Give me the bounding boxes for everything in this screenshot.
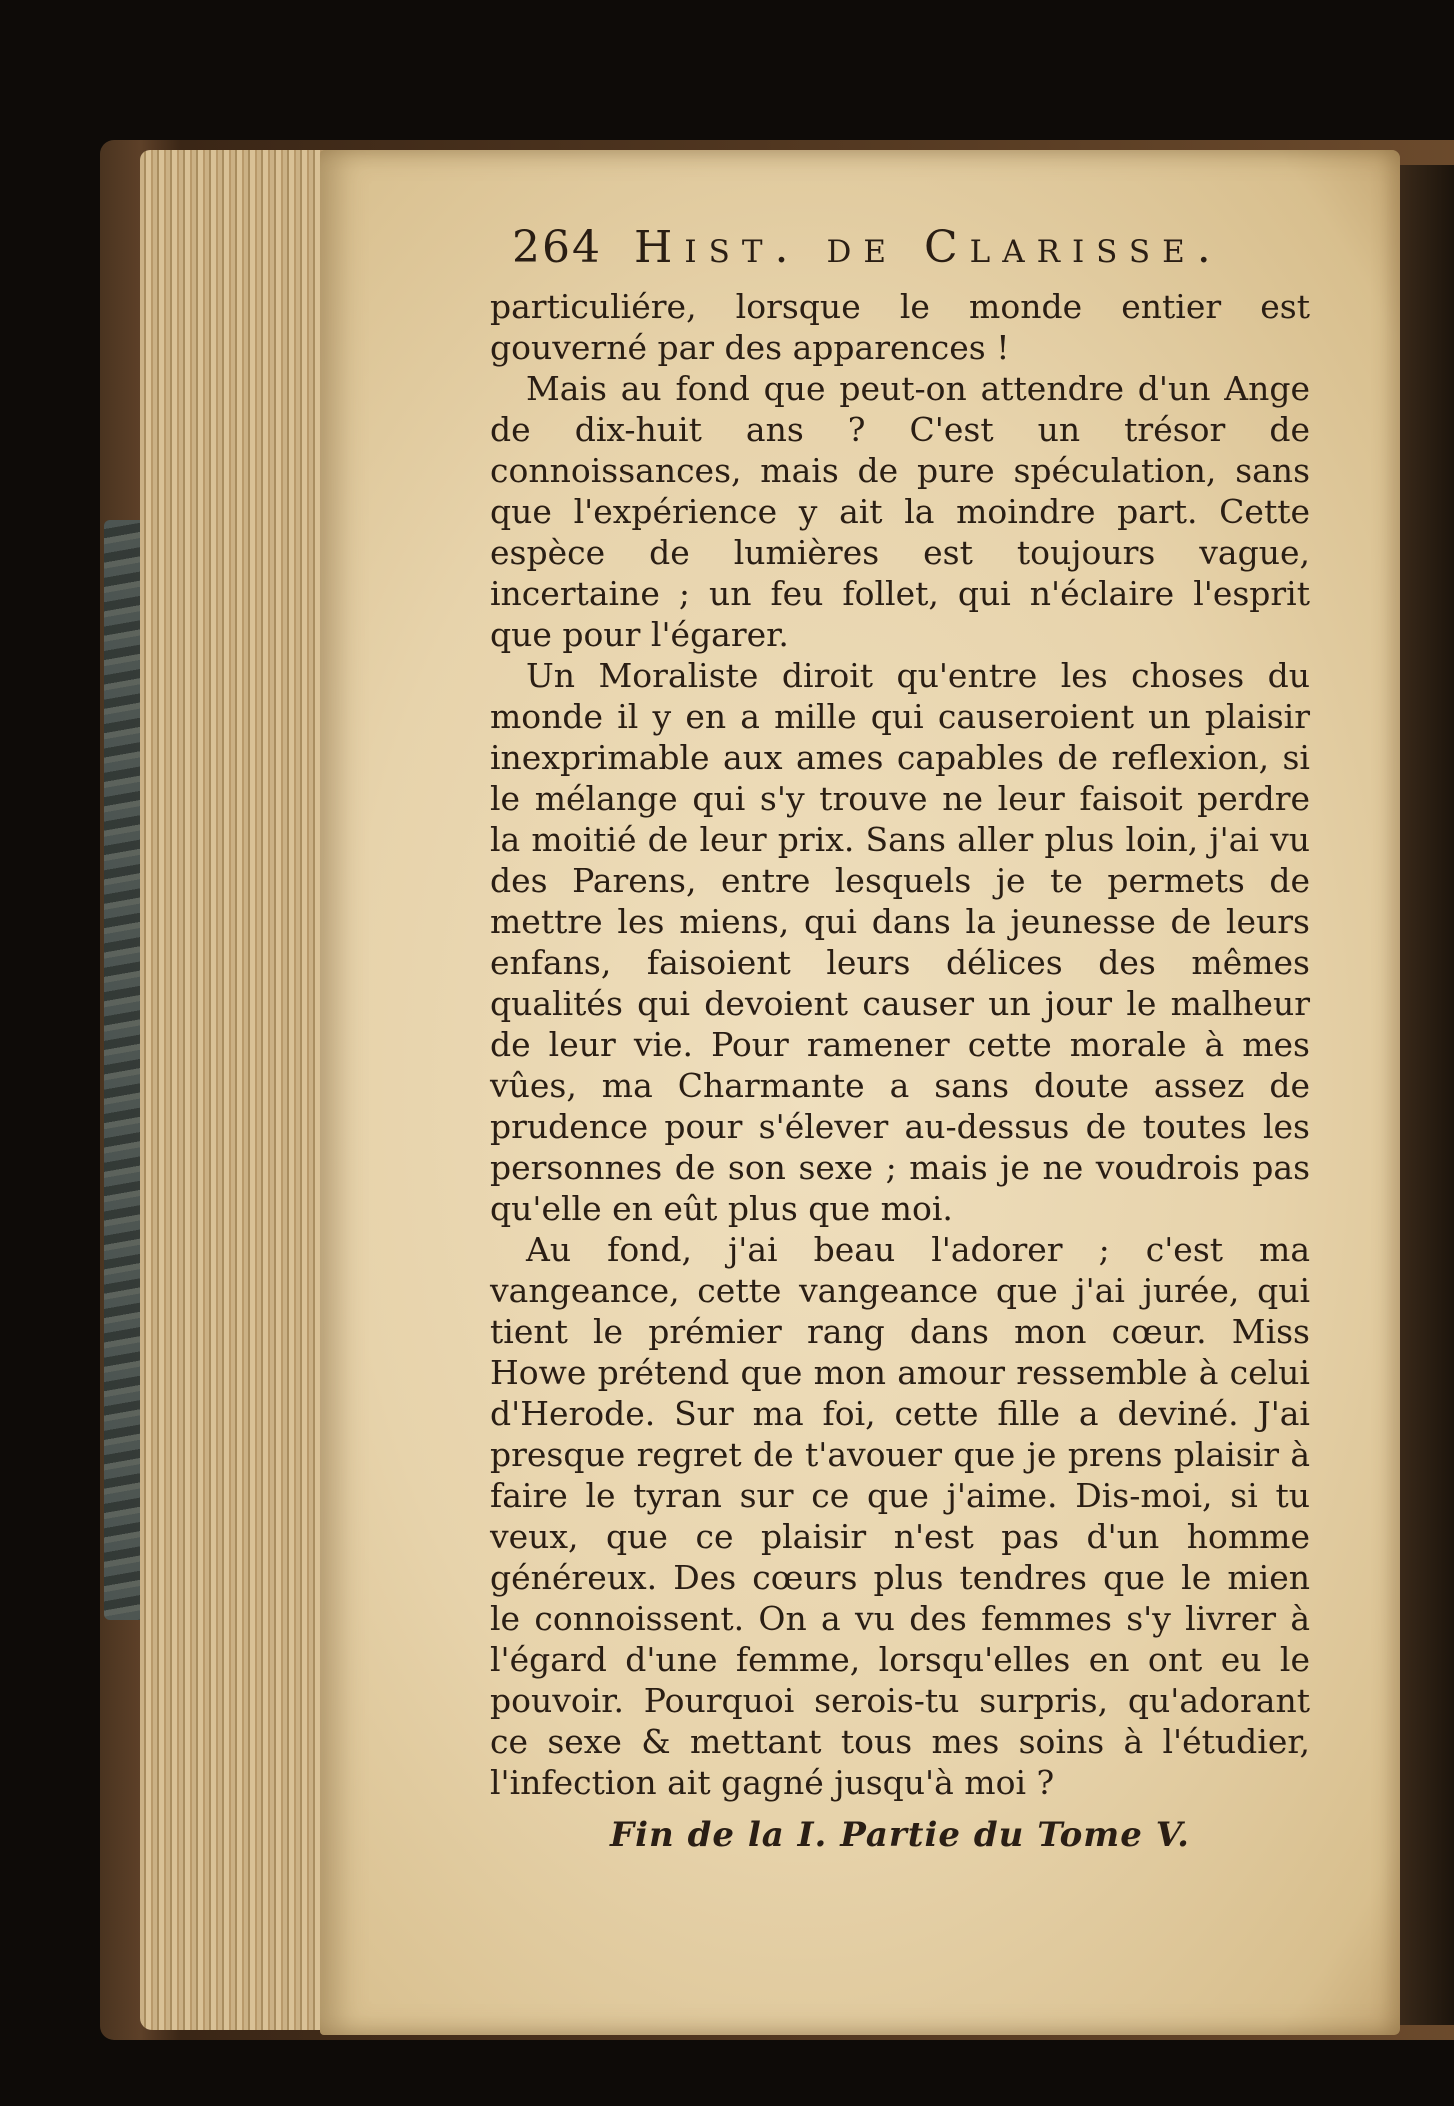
page-edges xyxy=(140,150,340,2030)
body-text xyxy=(490,286,1310,1803)
page-header xyxy=(490,222,1310,282)
page-text-block xyxy=(490,222,1310,1855)
running-head: Hist. de Clarisse. xyxy=(633,222,1223,273)
closing-line: Fin de la I. Partie du Tome V. xyxy=(609,1815,1191,1855)
paragraph-2: Mais au fond que peut-on attendre d'un Ange de dix-huit ans ? C'est un trésor de connoissances, mais de pure spéculation, sans que l'expérience y ait la moindre part. Cette espèce de lumières est toujours vague, incertaine ; un feu follet, qui n'éclaire l'esprit que pour l'égarer. xyxy=(490,369,1310,654)
paragraph-4: Au fond, j'ai beau l'adorer ; c'est ma vangeance, cette vangeance que j'ai jurée, qui tient le prémier rang dans mon cœur. Miss Howe prétend que mon amour ressemble à celui d'Herode. Sur ma foi, cette fille a deviné. J'ai presque regret de t'avouer que je prens plaisir à faire le tyran sur ce que j'aime. Dis-moi, si tu veux, que ce plaisir n'est pas d'un homme généreux. Des cœurs plus tendres que le mien le connoissent. On a vu des femmes s'y livrer à l'égard d'une femme, lorsqu'elles en ont eu le pouvoir. Pourquoi serois-tu surpris, qu'adorant ce sexe & mettant tous mes soins à l'étudier, l'infection ait gagné jusqu'à moi ? xyxy=(490,1230,1310,1802)
facing-page-edge xyxy=(1398,165,1454,2025)
paragraph-3: Un Moraliste diroit qu'entre les choses du monde il y en a mille qui causeroient un plaisir inexprimable aux ames capables de reflexion, si le mélange qui s'y trouve ne leur faisoit perdre la moitié de leur prix. Sans aller plus loin, j'ai vu des Parens, entre lesquels je te permets de mettre les miens, qui dans la jeunesse de leurs enfans, faisoient leurs délices des mêmes qualités qui devoient causer un jour le malheur de leur vie. Pour ramener cette morale à mes vûes, ma Charmante a sans doute assez de prudence pour s'élever au-dessus de toutes les personnes de son sexe ; mais je ne voudrois pas qu'elle en eût plus que moi. xyxy=(490,656,1310,1228)
page-number: 264 xyxy=(512,222,602,273)
paragraph-1: particuliére, lorsque le monde entier est gouverné par des apparences ! xyxy=(490,287,1310,367)
